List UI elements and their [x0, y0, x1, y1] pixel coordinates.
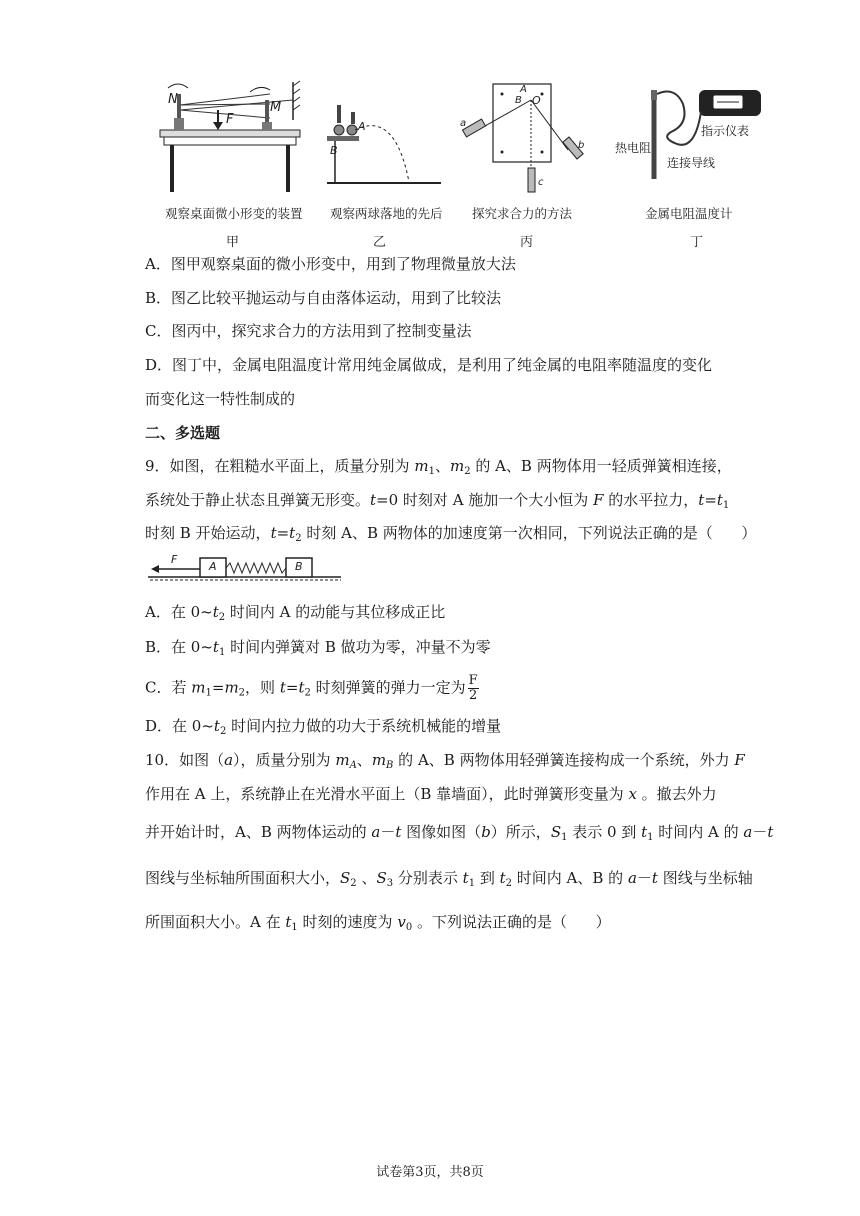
letter-b: B — [330, 144, 338, 157]
q10-stem-line5: 所围面积大小。A 在 $t_1$ 时刻的速度为 $v_0$ 。下列说法正确的是（ ） — [145, 913, 611, 933]
label-jia: 甲 — [226, 235, 240, 250]
label-indicator-meter: 指示仪表 — [701, 124, 750, 138]
caption-yi: 观察两球落地的先后 — [330, 206, 443, 221]
q9-stem-line2: 系统处于静止状态且弹簧无形变。t=0 时刻对 A 施加一个大小恒为 F 的水平拉力，$t=t_1$ — [145, 491, 730, 511]
q8-option-c: C．图丙中，探究求合力的方法用到了控制变量法 — [145, 322, 472, 340]
force-composition-drawing — [458, 82, 588, 197]
q10-stem-line4: 图线与坐标轴所围面积大小，$S_2$ 、$S_3$ 分别表示 $t_1$ 到 $t_2$ 时间内 A、B 的 a－t 图线与坐标轴 — [145, 869, 753, 889]
q9-option-c: C．若 $m_1=m_2$，则 $t=t_2$ 时刻弹簧的弹力一定为 $\frac{F}{2}$ — [145, 673, 478, 703]
caption-ding: 金属电阻温度计 — [645, 206, 733, 221]
q9-option-d: D．在 $0\sim t_2$ 时间内拉力做的功大于系统机械能的增量 — [145, 717, 502, 737]
caption-bing: 探究求合力的方法 — [472, 206, 573, 221]
figure-yi — [325, 100, 445, 195]
q9-option-a: A．在 $0\sim t_2$ 时间内 A 的动能与其位移成正比 — [145, 603, 446, 623]
q8-option-b: B．图乙比较平抛运动与自由落体运动，用到了比较法 — [145, 289, 502, 307]
letter-a-lower: a — [460, 118, 467, 129]
letter-b-lower: b — [578, 140, 585, 151]
q9-option-b: B．在 $0\sim t_1$ 时间内弹簧对 B 做功为零，冲量不为零 — [145, 638, 491, 658]
label-connecting-wire: 连接导线 — [667, 156, 716, 170]
figure-bing — [458, 82, 588, 197]
letter-a-upper: A — [520, 84, 527, 95]
letter-f: F — [226, 112, 234, 127]
label-thermal-resistor: 热电阻 — [615, 141, 652, 155]
q9-label-f: F — [171, 553, 178, 566]
letter-o: O — [532, 94, 541, 107]
caption-jia: 观察桌面微小形变的装置 — [165, 206, 303, 221]
figure-ding — [615, 84, 765, 194]
q8-option-a: A．图甲观察桌面的微小形变中，用到了物理微量放大法 — [145, 255, 516, 273]
q10-stem-line1: 10．如图（a），质量分别为 $m_A$、$m_B$ 的 A、B 两物体用轻弹簧连接构成一个系统，外力 F — [145, 751, 745, 771]
q10-stem-line3: 并开始计时，A、B 两物体运动的 a－t 图像如图（b）所示，$S_1$ 表示 0 到 $t_1$ 时间内 A 的 a－t — [145, 823, 774, 843]
q9-figure — [145, 553, 345, 585]
letter-b-upper: B — [515, 95, 522, 106]
letter-n: N — [168, 92, 178, 107]
label-bing: 丙 — [520, 235, 534, 250]
fraction-f-over-2: $\frac{F}{2}$ — [468, 673, 478, 703]
q8-option-d-continued: 而变化这一特性制成的 — [145, 390, 296, 408]
label-yi: 乙 — [373, 235, 387, 250]
q9-stem-line3: 时刻 B 开始运动，$t=t_2$ 时刻 A、B 两物体的加速度第一次相同，下列说法正确的是（ ） — [145, 524, 757, 544]
letter-c: c — [538, 177, 544, 188]
label-ding: 丁 — [690, 235, 704, 250]
q9-label-a: A — [209, 560, 217, 573]
letter-a: A — [358, 120, 366, 133]
q9-label-b: B — [295, 560, 303, 573]
q9-stem-line1: 9．如图，在粗糙水平面上，质量分别为 $m_1$、$m_2$ 的 A、B 两物体用一轻质弹簧相连接， — [145, 457, 732, 477]
letter-m: M — [270, 100, 282, 115]
q8-option-d: D．图丁中，金属电阻温度计常用纯金属做成，是利用了纯金属的电阻率随温度的变化 — [145, 356, 713, 374]
page-footer: 试卷第3页，共8页 — [376, 1165, 484, 1180]
two-balls-drawing — [325, 100, 445, 190]
q10-stem-line2: 作用在 A 上，系统静止在光滑水平面上（B 靠墙面），此时弹簧形变量为 x 。撤去外力 — [145, 785, 717, 803]
section-title: 二、多选题 — [145, 424, 221, 442]
